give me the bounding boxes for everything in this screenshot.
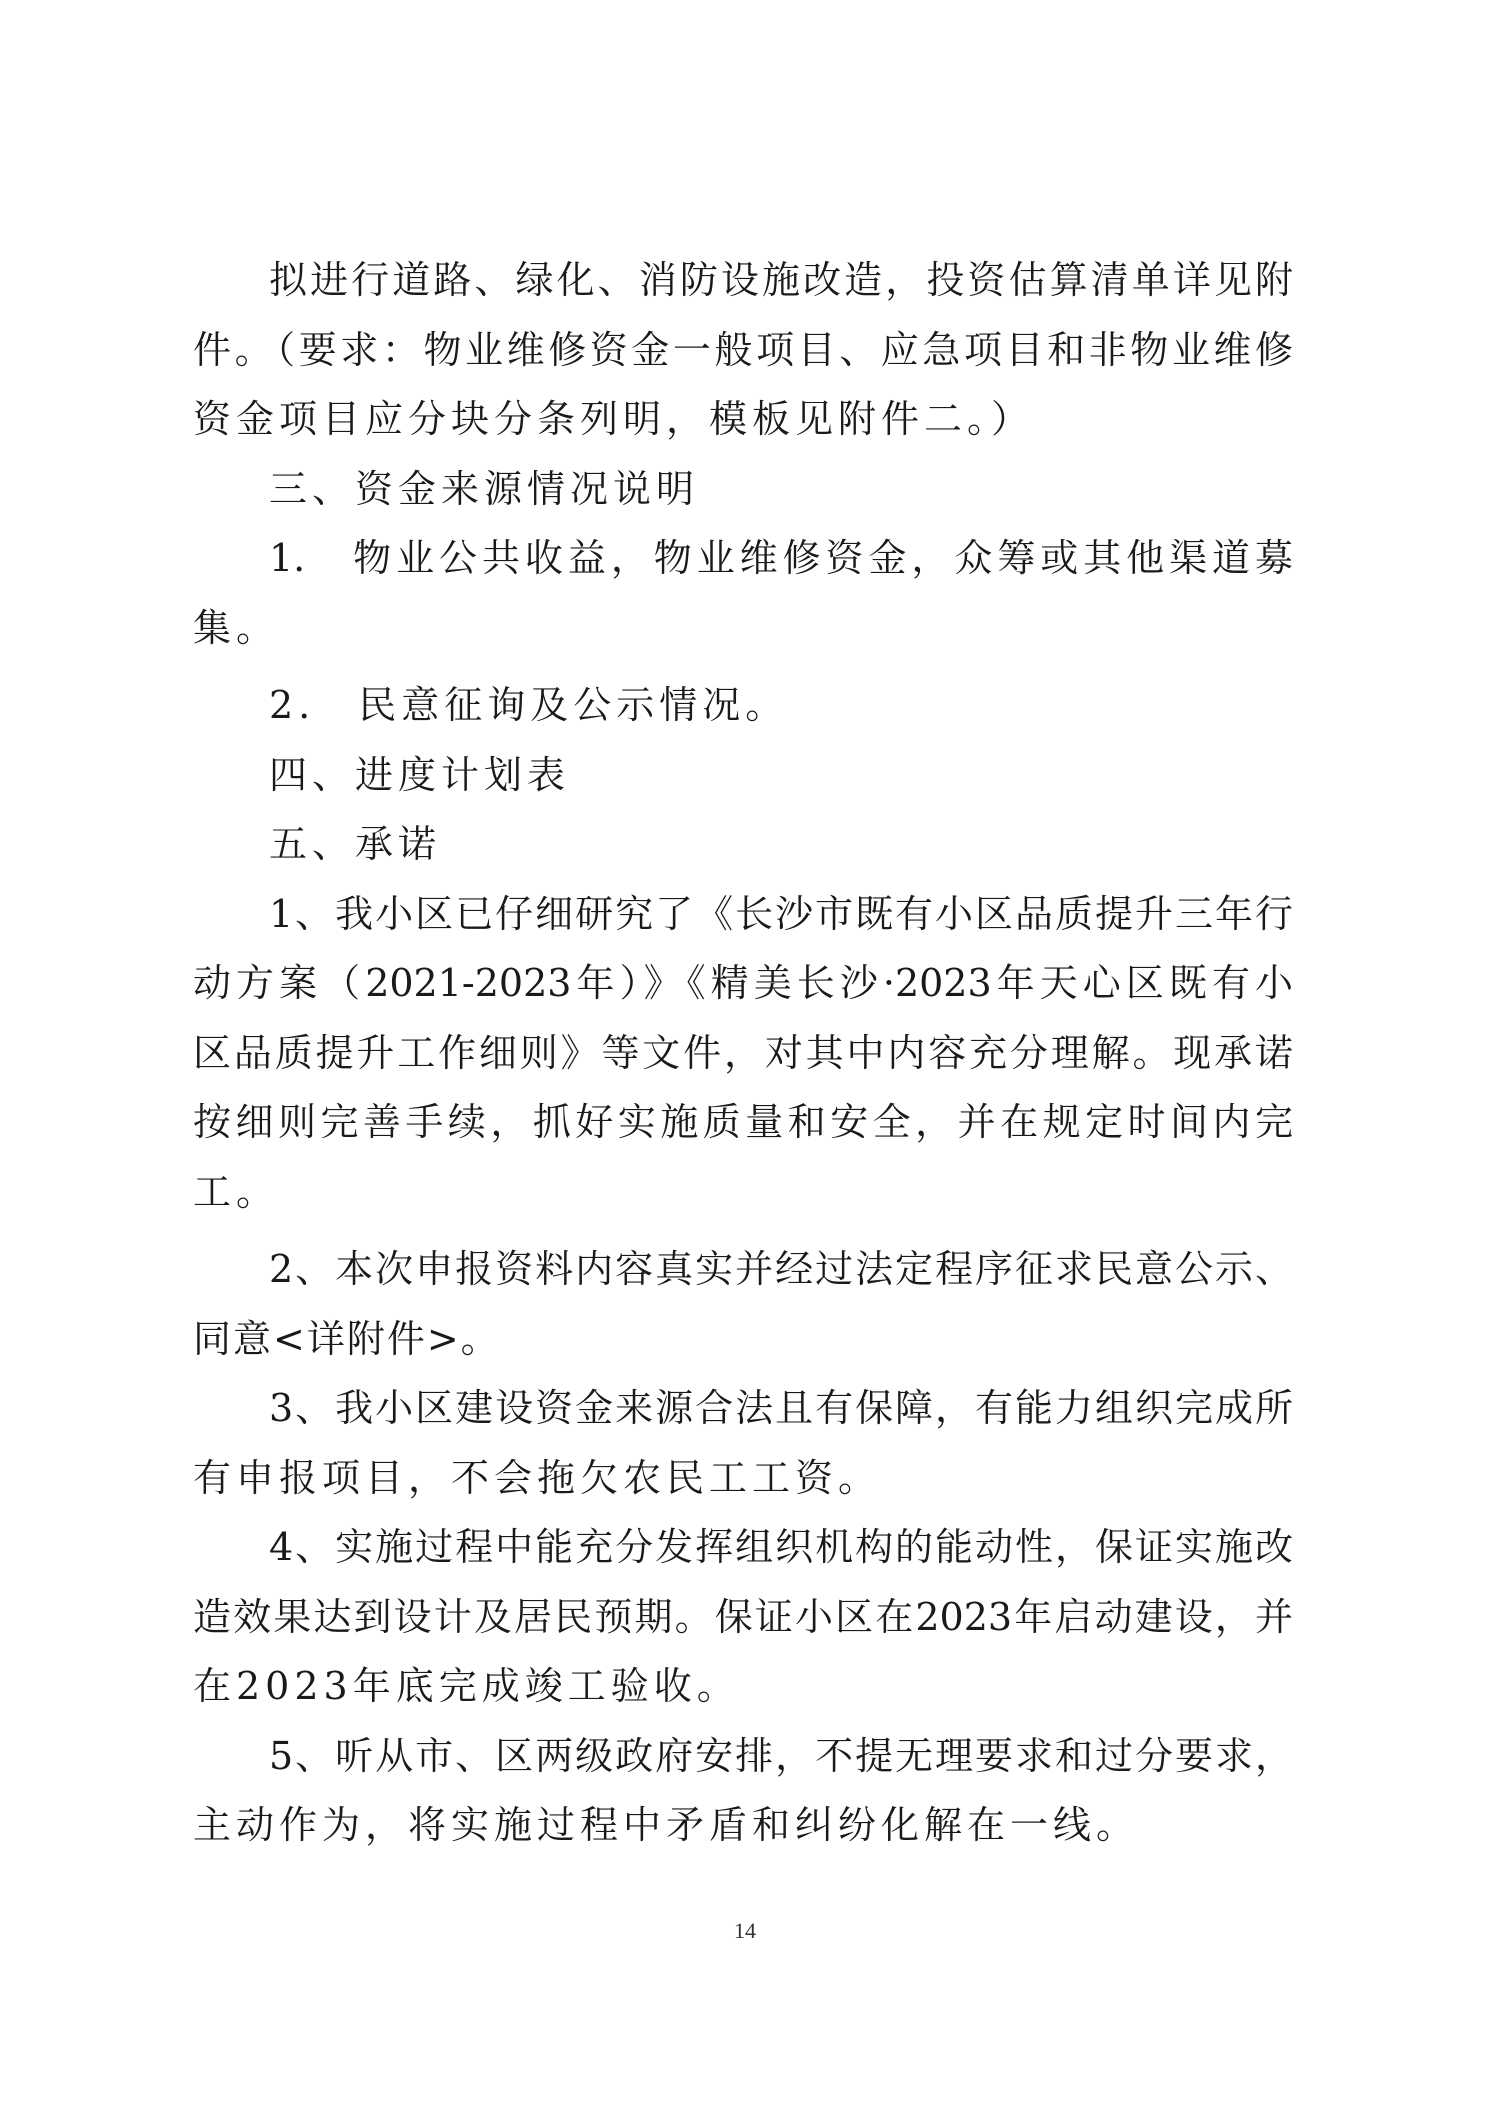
list-item: 3、我小区建设资金来源合法且有保障，有能力组织完成所 — [269, 1386, 1293, 1430]
list-item: 4、实施过程中能充分发挥组织机构的能动性，保证实施改 — [269, 1525, 1293, 1569]
body-line: 按细则完善手续，抓好实施质量和安全，并在规定时间内完 — [193, 1100, 1293, 1144]
body-line: 同意<详附件>。 — [193, 1316, 501, 1361]
body-line: 集。 — [193, 605, 280, 650]
body-line: 造效果达到设计及居民预期。保证小区在2023年启动建设，并 — [193, 1594, 1293, 1639]
body-line: 拟进行道路、绿化、消防设施改造，投资估算清单详见附 — [269, 258, 1293, 302]
body-line: 件。（要求：物业维修资金一般项目、应急项目和非物业维修 — [193, 327, 1293, 372]
list-item: 1. 物业公共收益，物业维修资金，众筹或其他渠道募 — [269, 536, 1293, 580]
page-number: 14 — [734, 1918, 756, 1943]
body-line: 工。 — [193, 1169, 280, 1214]
body-line: 资金项目应分块分条列明，模板见附件二。） — [193, 397, 1035, 441]
document-body — [193, 246, 1293, 1861]
list-item: 2、本次申报资料内容真实并经过法定程序征求民意公示、 — [269, 1247, 1293, 1291]
section-heading: 五、承诺 — [269, 822, 442, 866]
body-line: 在2023年底完成竣工验收。 — [193, 1664, 740, 1708]
section-heading: 三、资金来源情况说明 — [269, 466, 700, 511]
body-line: 有申报项目，不会拖欠农民工工资。 — [193, 1455, 882, 1500]
body-line: 动方案（2021-2023年）》《精美长沙·2023年天心区既有小 — [193, 961, 1293, 1005]
body-line: 区品质提升工作细则》等文件，对其中内容充分理解。现承诺 — [193, 1030, 1293, 1075]
list-item: 1、我小区已仔细研究了《长沙市既有小区品质提升三年行 — [269, 891, 1293, 936]
list-item: 2. 民意征询及公示情况。 — [269, 683, 789, 727]
body-line: 主动作为，将实施过程中矛盾和纠纷化解在一线。 — [193, 1803, 1140, 1847]
list-item: 5、听从市、区两级政府安排，不提无理要求和过分要求， — [269, 1733, 1293, 1778]
section-heading: 四、进度计划表 — [269, 752, 571, 797]
